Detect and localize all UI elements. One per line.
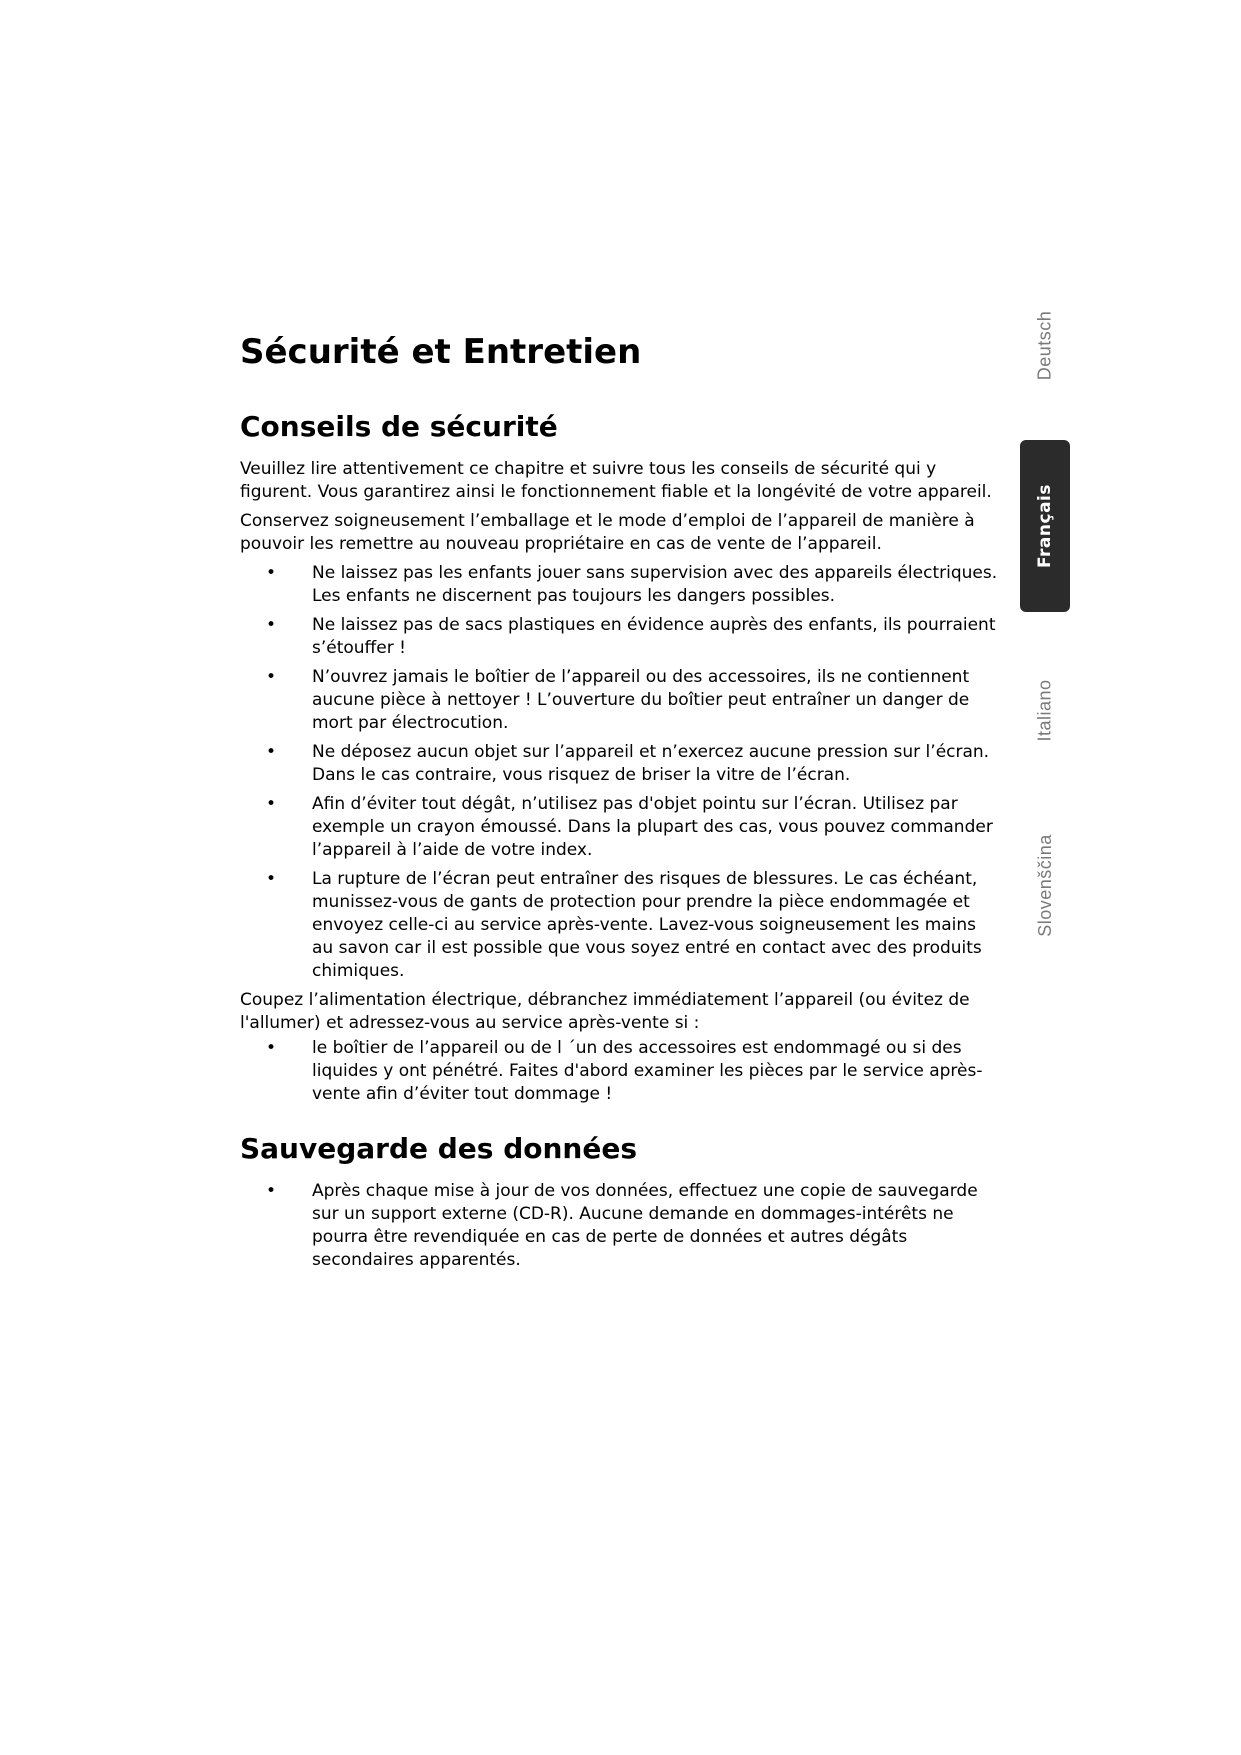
list-item: • N’ouvrez jamais le boîtier de l’appareil ou des accessoires, ils ne contiennent aucune pièce à nettoyer ! L’ouverture du boîtier peut entraîner un danger de mort par électrocution. xyxy=(240,666,1000,735)
tab-label: Deutsch xyxy=(1034,310,1055,380)
list-item: • Ne laissez pas de sacs plastiques en évidence auprès des enfants, ils pourraient s’étouffer ! xyxy=(240,614,1000,660)
list-item: • Ne laissez pas les enfants jouer sans supervision avec des appareils électriques. Les enfants ne discernent pas toujours les dangers possibles. xyxy=(240,562,1000,608)
section-heading-safety: Conseils de sécurité xyxy=(240,410,558,443)
tab-deutsch[interactable] xyxy=(1020,290,1070,400)
list-item: • Ne déposez aucun objet sur l’appareil et n’exercez aucune pression sur l’écran. Dans le cas contraire, vous risquez de briser la vitre de l’écran. xyxy=(240,741,1000,787)
tab-label: Slovenščina xyxy=(1034,833,1055,937)
tab-label: Français xyxy=(1035,484,1056,568)
tab-slovenscina[interactable] xyxy=(1020,820,1070,950)
list-item: • Après chaque mise à jour de vos données, effectuez une copie de sauvegarde sur un support externe (CD-R). Aucune demande en dommages-intérêts ne pourra être revendiquée en cas de perte de données et autres dégâts secondaires apparentés. xyxy=(240,1180,1000,1272)
safety-list xyxy=(240,562,1000,983)
tab-francais[interactable] xyxy=(1020,440,1070,612)
cutoff-list xyxy=(240,1037,1000,1106)
tab-italiano[interactable] xyxy=(1020,660,1070,760)
language-tabs xyxy=(1020,0,1070,1755)
safety-intro-1: Veuillez lire attentivement ce chapitre et suivre tous les conseils de sécurité qui y figurent. Vous garantirez ainsi le fonctionnement fiable et la longévité de votre appareil. xyxy=(240,459,992,502)
page-title: Sécurité et Entretien xyxy=(240,332,642,372)
list-item: • le boîtier de l’appareil ou de l ´un des accessoires est endommagé ou si des liquides y ont pénétré. Faites d'abord examiner les pièces par le service après-vente afin d’éviter tout dommage ! xyxy=(240,1037,1000,1106)
cutoff-instruction: Coupez l’alimentation électrique, débranchez immédiatement l’appareil (ou évitez de l'allumer) et adressez-vous au service après-vente si : xyxy=(240,990,970,1033)
list-item: • La rupture de l’écran peut entraîner des risques de blessures. Le cas échéant, munissez-vous de gants de protection pour prendre la pièce endommagée et envoyez celle-ci au service après-vente. Lavez-vous soigneusement les mains au savon car il est possible que vous soyez entré en contact avec des produits chimiques. xyxy=(240,868,1000,983)
list-item: • Afin d’éviter tout dégât, n’utilisez pas d'objet pointu sur l’écran. Utilisez par exemple un crayon émoussé. Dans la plupart des cas, vous pouvez commander l’appareil à l’aide de votre index. xyxy=(240,793,1000,862)
section-heading-backup: Sauvegarde des données xyxy=(240,1132,638,1165)
safety-intro-2: Conservez soigneusement l’emballage et le mode d’emploi de l’appareil de manière à pouvoir les remettre au nouveau propriétaire en cas de vente de l’appareil. xyxy=(240,511,975,554)
backup-list xyxy=(240,1180,1000,1272)
document-body xyxy=(240,332,1000,1278)
tab-label: Italiano xyxy=(1034,678,1055,742)
